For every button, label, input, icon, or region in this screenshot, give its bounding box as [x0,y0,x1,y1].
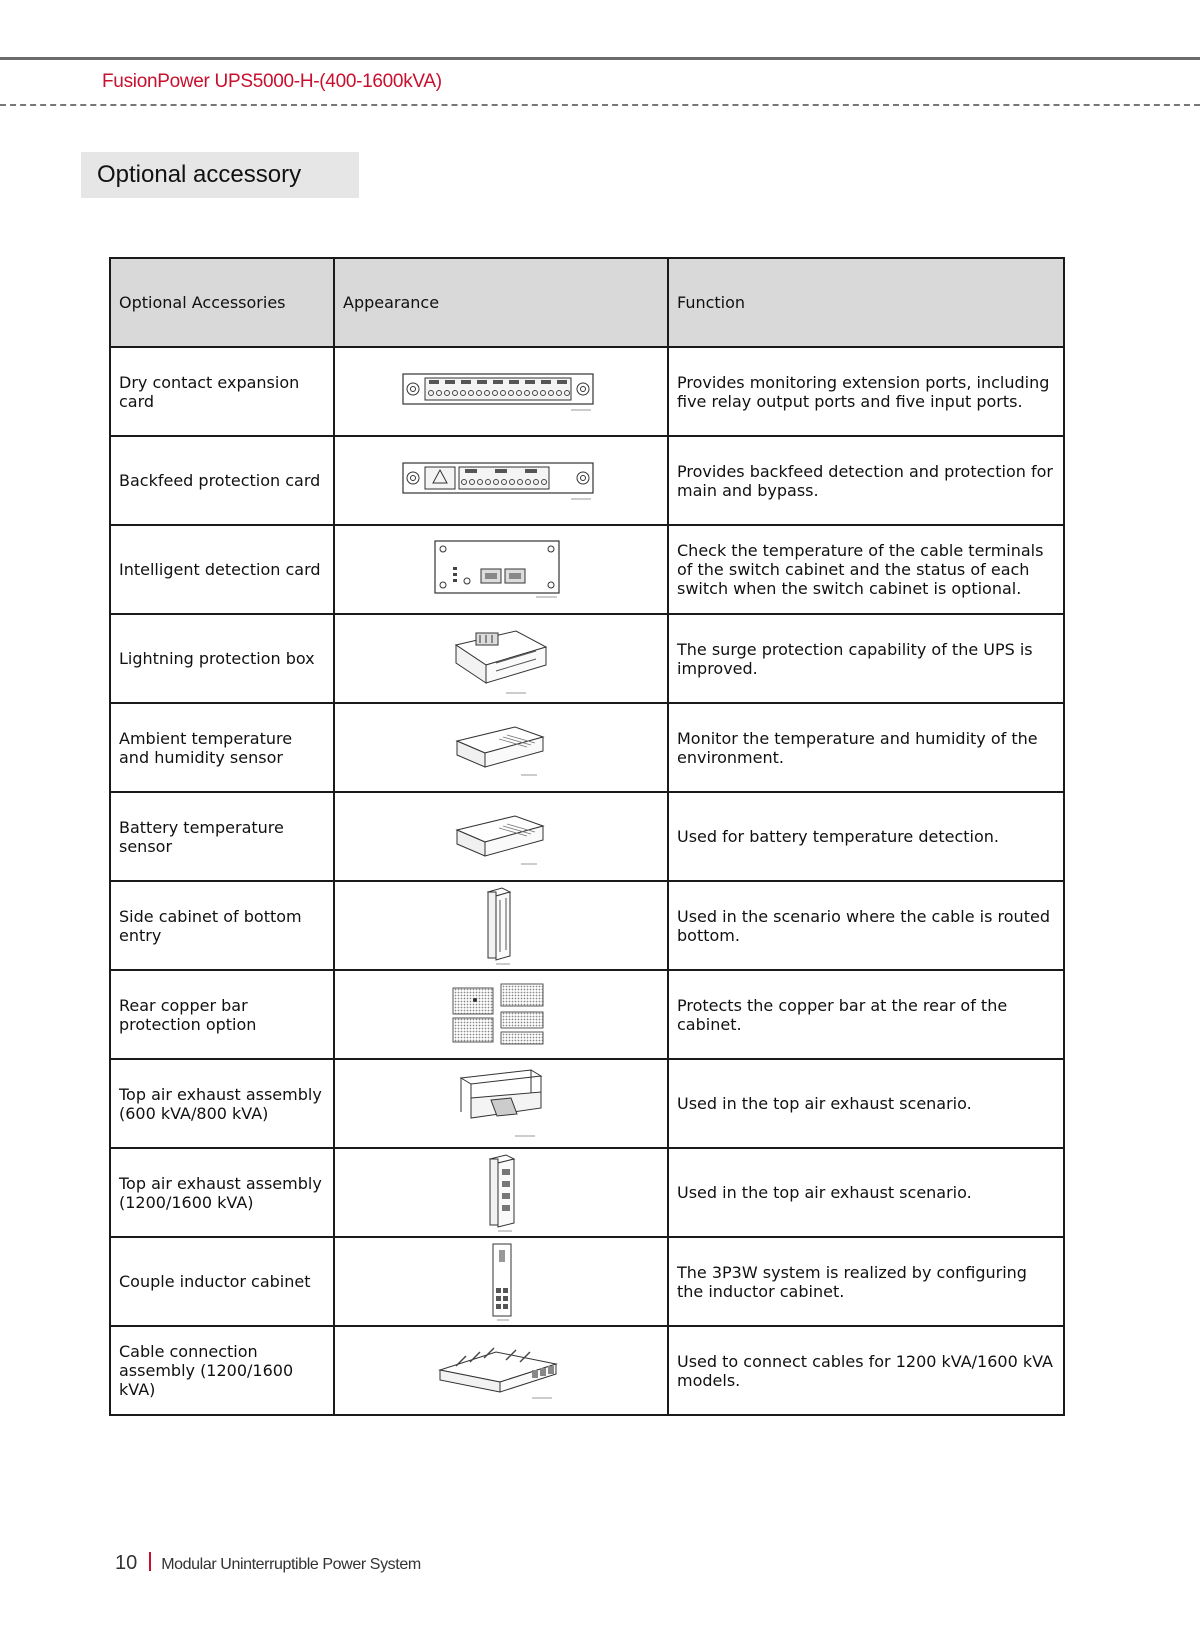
footer-text: Modular Uninterruptible Power System [161,1556,421,1573]
accessory-function: Check the temperature of the cable terminals of the switch cabinet and the status of each switch when the switch cabinet is optional. [668,525,1064,614]
accessory-table [109,257,1065,1416]
table-row [110,1326,1064,1415]
table-row [110,1237,1064,1326]
accessory-name: Lightning protection box [110,614,334,703]
table-header-row [110,258,1064,347]
table-row [110,614,1064,703]
appearance-cell [334,881,668,970]
header-appearance: Appearance [334,258,668,347]
header-optional-accessories: Optional Accessories [110,258,334,347]
page-footer [115,1552,421,1575]
section-heading-box [81,152,359,198]
footer-separator [149,1552,151,1571]
accessory-function: Used in the scenario where the cable is routed bottom. [668,881,1064,970]
accessory-function: Protects the copper bar at the rear of the cabinet. [668,970,1064,1059]
accessory-function: Used in the top air exhaust scenario. [668,1059,1064,1148]
appearance-cell [334,1148,668,1237]
accessory-name: Top air exhaust assembly (600 kVA/800 kVA) [110,1059,334,1148]
accessory-function: Used in the top air exhaust scenario. [668,1148,1064,1237]
table-row [110,792,1064,881]
table-row [110,525,1064,614]
header-dashed-rule [0,104,1200,106]
header-top-rule [0,57,1200,60]
table-row [110,347,1064,436]
cable-assembly-illustration [436,1340,566,1402]
table-row [110,1148,1064,1237]
table-row [110,436,1064,525]
accessory-function: The surge protection capability of the UPS is improved. [668,614,1064,703]
section-title: Optional accessory [97,161,302,188]
sensor-illustration [451,804,551,870]
accessory-name: Ambient temperature and humidity sensor [110,703,334,792]
air-exhaust-column-illustration [476,1153,526,1233]
table-row [110,970,1064,1059]
accessory-function: Provides backfeed detection and protection for main and bypass. [668,436,1064,525]
accessory-name: Battery temperature sensor [110,792,334,881]
side-cabinet-illustration [476,886,526,966]
accessory-name: Top air exhaust assembly (1200/1600 kVA) [110,1148,334,1237]
table-row [110,703,1064,792]
appearance-cell [334,703,668,792]
accessory-function: Used for battery temperature detection. [668,792,1064,881]
document-title: FusionPower UPS5000-H-(400-1600kVA) [102,71,442,92]
page-number: 10 [115,1552,138,1574]
accessory-name: Cable connection assembly (1200/1600 kVA) [110,1326,334,1415]
accessory-function: Used to connect cables for 1200 kVA/1600 kVA models. [668,1326,1064,1415]
appearance-cell [334,614,668,703]
accessory-name: Backfeed protection card [110,436,334,525]
appearance-cell [334,970,668,1059]
accessory-name: Intelligent detection card [110,525,334,614]
accessory-name: Couple inductor cabinet [110,1237,334,1326]
backfeed-card-illustration [401,457,601,505]
detection-card-illustration [431,537,571,603]
table-row [110,881,1064,970]
dry-contact-card-illustration [401,368,601,416]
appearance-cell [334,525,668,614]
lightning-box-illustration [446,621,556,697]
accessory-name: Rear copper bar protection option [110,970,334,1059]
appearance-cell [334,792,668,881]
appearance-cell [334,436,668,525]
appearance-cell [334,347,668,436]
accessory-name: Side cabinet of bottom entry [110,881,334,970]
table-row [110,1059,1064,1148]
header-function: Function [668,258,1064,347]
accessory-function: Monitor the temperature and humidity of the environment. [668,703,1064,792]
appearance-cell [334,1237,668,1326]
inductor-cabinet-illustration [481,1242,521,1322]
appearance-cell [334,1326,668,1415]
mesh-panels-illustration [451,982,551,1048]
air-exhaust-frame-illustration [451,1066,551,1142]
accessory-function: Provides monitoring extension ports, including five relay output ports and five input ports. [668,347,1064,436]
sensor-illustration [451,715,551,781]
accessory-function: The 3P3W system is realized by configuring the inductor cabinet. [668,1237,1064,1326]
appearance-cell [334,1059,668,1148]
accessory-name: Dry contact expansion card [110,347,334,436]
